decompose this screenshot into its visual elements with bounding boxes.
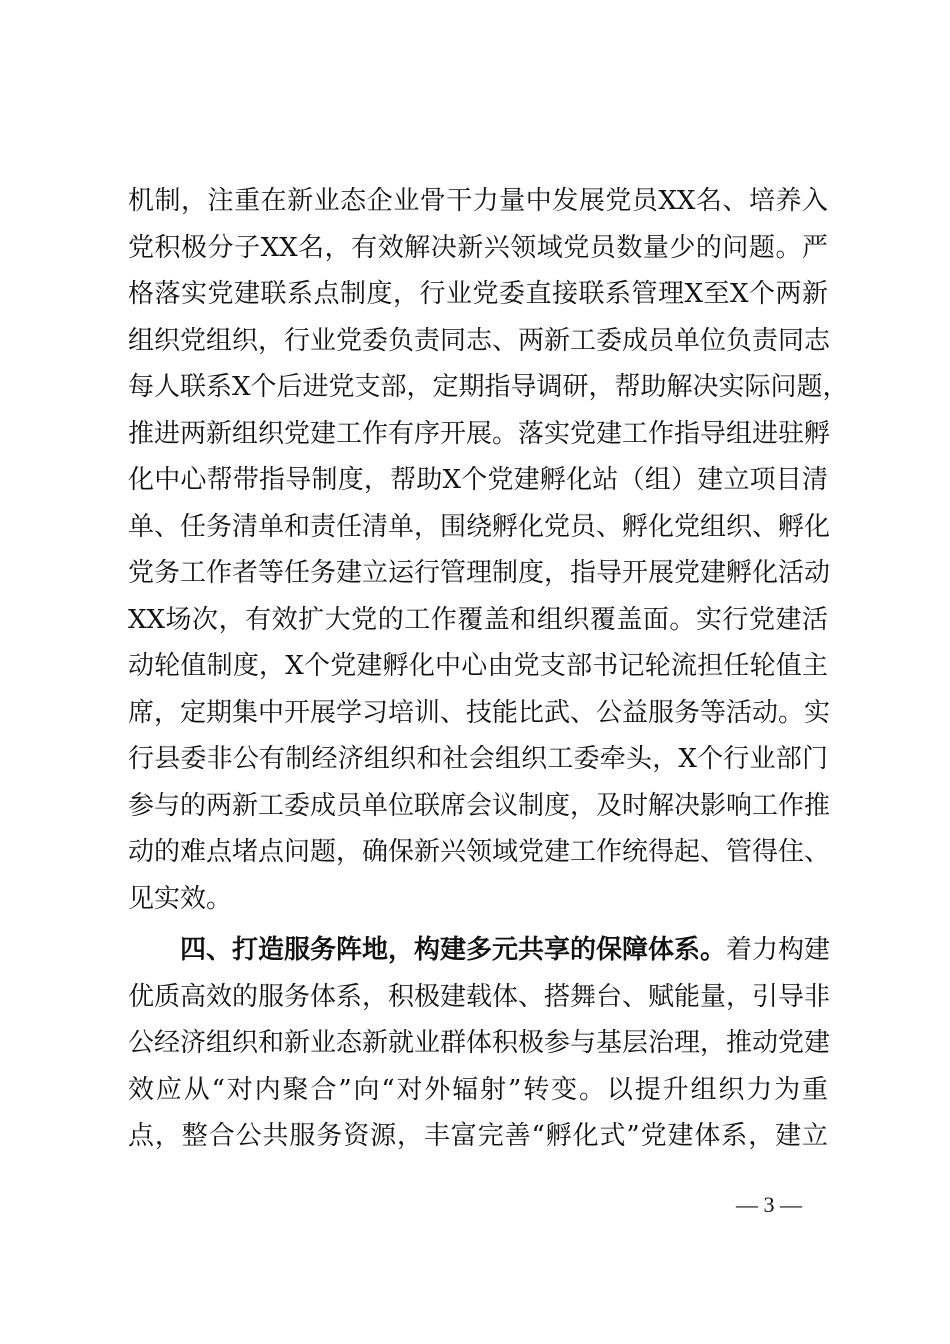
text-line: 党积极分子XX名，有效解决新兴领域党员数量少的问题。严 xyxy=(128,232,828,263)
paragraph-1 xyxy=(128,178,849,922)
text-line: 动的难点堵点问题，确保新兴领域党建工作统得起、管得住、 xyxy=(128,837,831,867)
text-line: XX场次，有效扩大党的工作覆盖和组织覆盖面。实行党建活 xyxy=(128,604,828,635)
text-line: 效应从“对内聚合”向“对外辐射”转变。以提升组织力为重 xyxy=(128,1074,828,1105)
text-line: 行县委非公有制经济组织和社会组织工委牵头，X个行业部门 xyxy=(128,744,828,774)
text-line: 格落实党建联系点制度，行业党委直接联系管理X至X个两新 xyxy=(128,279,828,309)
text-line: 机制，注重在新业态企业骨干力量中发展党员XX名、培养入 xyxy=(128,186,828,216)
text-line: 见实效。 xyxy=(128,883,233,914)
text-line: 优质高效的服务体系，积极建载体、搭舞台、赋能量，引导非 xyxy=(128,981,831,1012)
document-body xyxy=(128,178,849,1160)
page-number: — 3 — xyxy=(736,1192,802,1217)
text-line: 公经济组织和新业态新就业群体积极参与基层治理，推动党建 xyxy=(128,1028,831,1058)
text-line: 组织党组织，行业党委负责同志、两新工委成员单位负责同志 xyxy=(128,325,831,356)
text-line: 参与的两新工委成员单位联席会议制度，及时解决影响工作推 xyxy=(128,790,831,821)
text-line: 点，整合公共服务资源，丰富完善“孵化式”党建体系，建立 xyxy=(128,1121,828,1151)
section-first-line xyxy=(128,927,831,974)
text-line: 党务工作者等任务建立运行管理制度，指导开展党建孵化活动 xyxy=(128,558,831,588)
heading-continuation: 着力构建 xyxy=(726,935,831,965)
text-line: 席，定期集中开展学习培训、技能比武、公益服务等活动。实 xyxy=(128,697,831,728)
section-heading: 四、打造服务阵地，构建多元共享的保障体系。 xyxy=(180,935,727,965)
text-line: 化中心帮带指导制度，帮助X个党建孵化站（组）建立项目清 xyxy=(128,465,828,495)
text-line: 每人联系X个后进党支部，定期指导调研，帮助解决实际问题， xyxy=(128,372,849,402)
text-line: 推进两新组织党建工作有序开展。落实党建工作指导组进驻孵 xyxy=(128,418,831,449)
paragraph-2 xyxy=(128,927,831,1160)
text-line: 单、任务清单和责任清单，围绕孵化党员、孵化党组织、孵化 xyxy=(128,511,831,542)
text-line: 动轮值制度，X个党建孵化中心由党支部书记轮流担任轮值主 xyxy=(128,651,828,681)
